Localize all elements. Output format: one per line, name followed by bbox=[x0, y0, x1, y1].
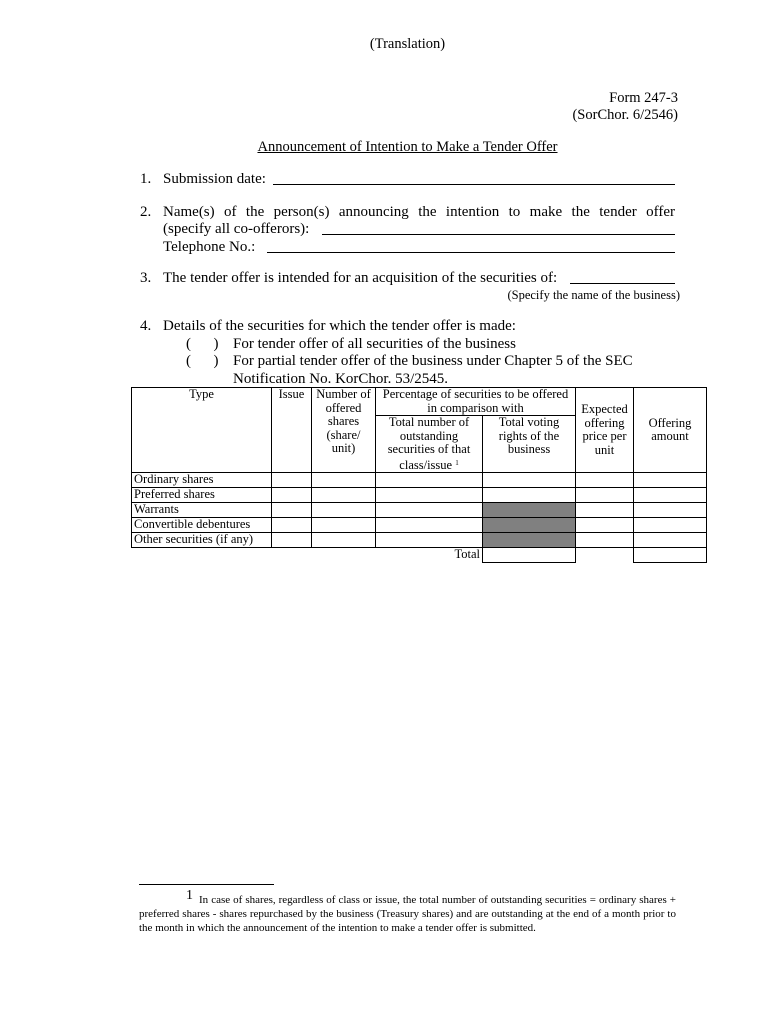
total-number-cell[interactable] bbox=[376, 488, 483, 503]
total-label: Total bbox=[454, 547, 480, 561]
total-number-cell[interactable] bbox=[376, 473, 483, 488]
business-name-field[interactable] bbox=[570, 283, 675, 284]
item4-number: 4. bbox=[140, 318, 152, 334]
total-voting-cell[interactable] bbox=[483, 488, 576, 503]
header-expected-price: Expected offering price per unit bbox=[576, 388, 634, 473]
total-number-cell[interactable] bbox=[376, 533, 483, 548]
issue-cell[interactable] bbox=[272, 518, 312, 533]
number-cell[interactable] bbox=[312, 533, 376, 548]
telephone-label: Telephone No.: bbox=[163, 239, 256, 255]
shaded-cell bbox=[483, 518, 576, 533]
acquisition-label: The tender offer is intended for an acquisition of the securities of: bbox=[163, 270, 558, 286]
number-cell[interactable] bbox=[312, 518, 376, 533]
item1-number: 1. bbox=[140, 171, 152, 187]
submission-date-field[interactable] bbox=[273, 184, 675, 185]
item3-number: 3. bbox=[140, 270, 152, 286]
all-securities-option: For tender offer of all securities of the business bbox=[233, 336, 516, 352]
number-cell[interactable] bbox=[312, 488, 376, 503]
amount-cell[interactable] bbox=[634, 488, 707, 503]
submission-date-label: Submission date: bbox=[163, 171, 266, 187]
form-number: Form 247-3 bbox=[609, 90, 678, 106]
item2-number: 2. bbox=[140, 204, 152, 220]
row-label: Convertible debentures bbox=[132, 518, 272, 533]
shaded-cell bbox=[483, 533, 576, 548]
table-row bbox=[132, 533, 707, 548]
total-row bbox=[132, 548, 707, 563]
header-number-offered: Number of offered shares (share/ unit) bbox=[312, 388, 376, 473]
header-offering-amount: Offering amount bbox=[634, 388, 707, 473]
page-title: Announcement of Intention to Make a Tender Offer bbox=[257, 139, 558, 155]
price-cell[interactable] bbox=[576, 503, 634, 518]
table-row bbox=[132, 518, 707, 533]
number-cell[interactable] bbox=[312, 503, 376, 518]
specify-business-note: (Specify the name of the business) bbox=[507, 288, 680, 302]
price-cell[interactable] bbox=[576, 533, 634, 548]
header-issue: Issue bbox=[272, 388, 312, 473]
total-number-cell[interactable] bbox=[376, 518, 483, 533]
form-code: (SorChor. 6/2546) bbox=[572, 107, 678, 123]
header-type: Type bbox=[132, 388, 272, 473]
row-label: Warrants bbox=[132, 503, 272, 518]
row-label: Other securities (if any) bbox=[132, 533, 272, 548]
co-offerors-label: (specify all co-offerors): bbox=[163, 221, 310, 237]
row-label: Preferred shares bbox=[132, 488, 272, 503]
table-row bbox=[132, 473, 707, 488]
price-cell[interactable] bbox=[576, 473, 634, 488]
shaded-cell bbox=[483, 503, 576, 518]
footnote-ref: 1 bbox=[455, 458, 459, 467]
amount-cell[interactable] bbox=[634, 473, 707, 488]
co-offerors-field[interactable] bbox=[322, 234, 675, 235]
issue-cell[interactable] bbox=[272, 533, 312, 548]
securities-table bbox=[131, 387, 707, 563]
header-total-number bbox=[376, 416, 483, 473]
amount-cell[interactable] bbox=[634, 503, 707, 518]
header-total-number-text: Total number of outstanding securities of that class/issue bbox=[387, 415, 471, 472]
total-number-cell[interactable] bbox=[376, 503, 483, 518]
header-total-voting: Total voting rights of the business bbox=[483, 416, 576, 473]
amount-cell[interactable] bbox=[634, 533, 707, 548]
table-row bbox=[132, 488, 707, 503]
telephone-field[interactable] bbox=[267, 252, 675, 253]
securities-details-label: Details of the securities for which the tender offer is made: bbox=[163, 318, 516, 334]
issue-cell[interactable] bbox=[272, 503, 312, 518]
footnote-marker: 1 bbox=[186, 888, 193, 903]
issue-cell[interactable] bbox=[272, 473, 312, 488]
total-voting-cell[interactable] bbox=[483, 473, 576, 488]
header-percentage: Percentage of securities to be offered in comparison with bbox=[376, 388, 576, 416]
offering-amount-total[interactable] bbox=[634, 548, 707, 563]
number-cell[interactable] bbox=[312, 473, 376, 488]
all-securities-checkbox[interactable]: ( ) bbox=[186, 336, 219, 352]
table-row bbox=[132, 503, 707, 518]
partial-offer-checkbox[interactable]: ( ) bbox=[186, 353, 219, 369]
translation-label: (Translation) bbox=[369, 36, 446, 52]
footnote-separator bbox=[139, 884, 274, 885]
price-cell[interactable] bbox=[576, 518, 634, 533]
announcer-name-label: Name(s) of the person(s) announcing the intention to make the tender offer bbox=[163, 204, 675, 220]
footnote-text: In case of shares, regardless of class or issue, the total number of outstanding securities = ordinary shares + preferred shares - shares repurchased by the business (Treasury shares) and are outstanding at the end of a month prior to the month in which the announcement of the intention to make a tender offer is submitted. bbox=[139, 894, 676, 934]
amount-cell[interactable] bbox=[634, 518, 707, 533]
price-cell[interactable] bbox=[576, 488, 634, 503]
partial-offer-option: For partial tender offer of the business under Chapter 5 of the SEC bbox=[233, 353, 633, 369]
partial-offer-notification: Notification No. KorChor. 53/2545. bbox=[233, 371, 448, 387]
row-label: Ordinary shares bbox=[132, 473, 272, 488]
issue-cell[interactable] bbox=[272, 488, 312, 503]
total-voting-total[interactable] bbox=[483, 548, 576, 563]
footnote bbox=[139, 889, 676, 935]
